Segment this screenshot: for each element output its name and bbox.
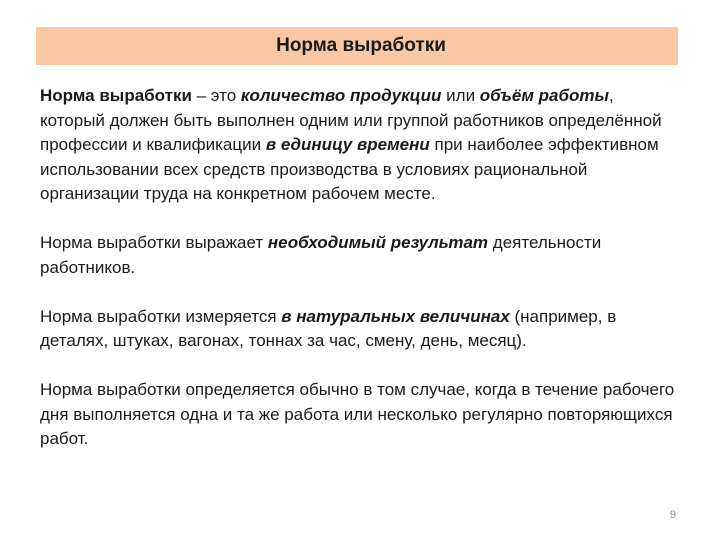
text-run: (например, в деталях, штуках, вагонах, тоннах за час, смену, день, месяц). xyxy=(40,306,617,350)
text-run: Норма выработки измеряется xyxy=(40,306,282,326)
slide-title-bar xyxy=(36,27,678,65)
slide-body xyxy=(40,84,680,452)
emphasis-text: в единицу времени xyxy=(265,135,430,154)
usage-paragraph xyxy=(40,378,680,452)
emphasis-text: необходимый результат xyxy=(267,233,489,252)
emphasis-text: объём работы xyxy=(479,86,609,105)
text-run: деятельности работников. xyxy=(40,233,602,277)
text-run: Норма выработки выражает xyxy=(40,233,268,252)
emphasis-text: количество продукции xyxy=(240,86,442,105)
text-run: Норма выработки определяется обычно в том случае, когда в течение рабочего дня выполняется одна и та же работа или несколько регулярно повторяющихся работ. xyxy=(40,380,675,448)
defined-term: Норма выработки xyxy=(40,86,192,105)
measurement-paragraph xyxy=(40,305,680,354)
definition-paragraph xyxy=(40,84,680,207)
text-run: или xyxy=(441,86,480,105)
page-number: 9 xyxy=(669,509,676,521)
text-run: при наиболее эффективном использовании всех средств производства в условиях рациональной организации труда на конкретном рабочем месте. xyxy=(40,135,659,203)
result-paragraph xyxy=(40,231,680,280)
text-run: , который должен быть выполнен одним или группой работников определённой профессии и квалификации xyxy=(40,86,662,154)
emphasis-text: в натуральных величинах xyxy=(281,306,510,326)
slide-title: Норма выработки xyxy=(276,35,446,56)
text-run: – это xyxy=(191,86,241,105)
